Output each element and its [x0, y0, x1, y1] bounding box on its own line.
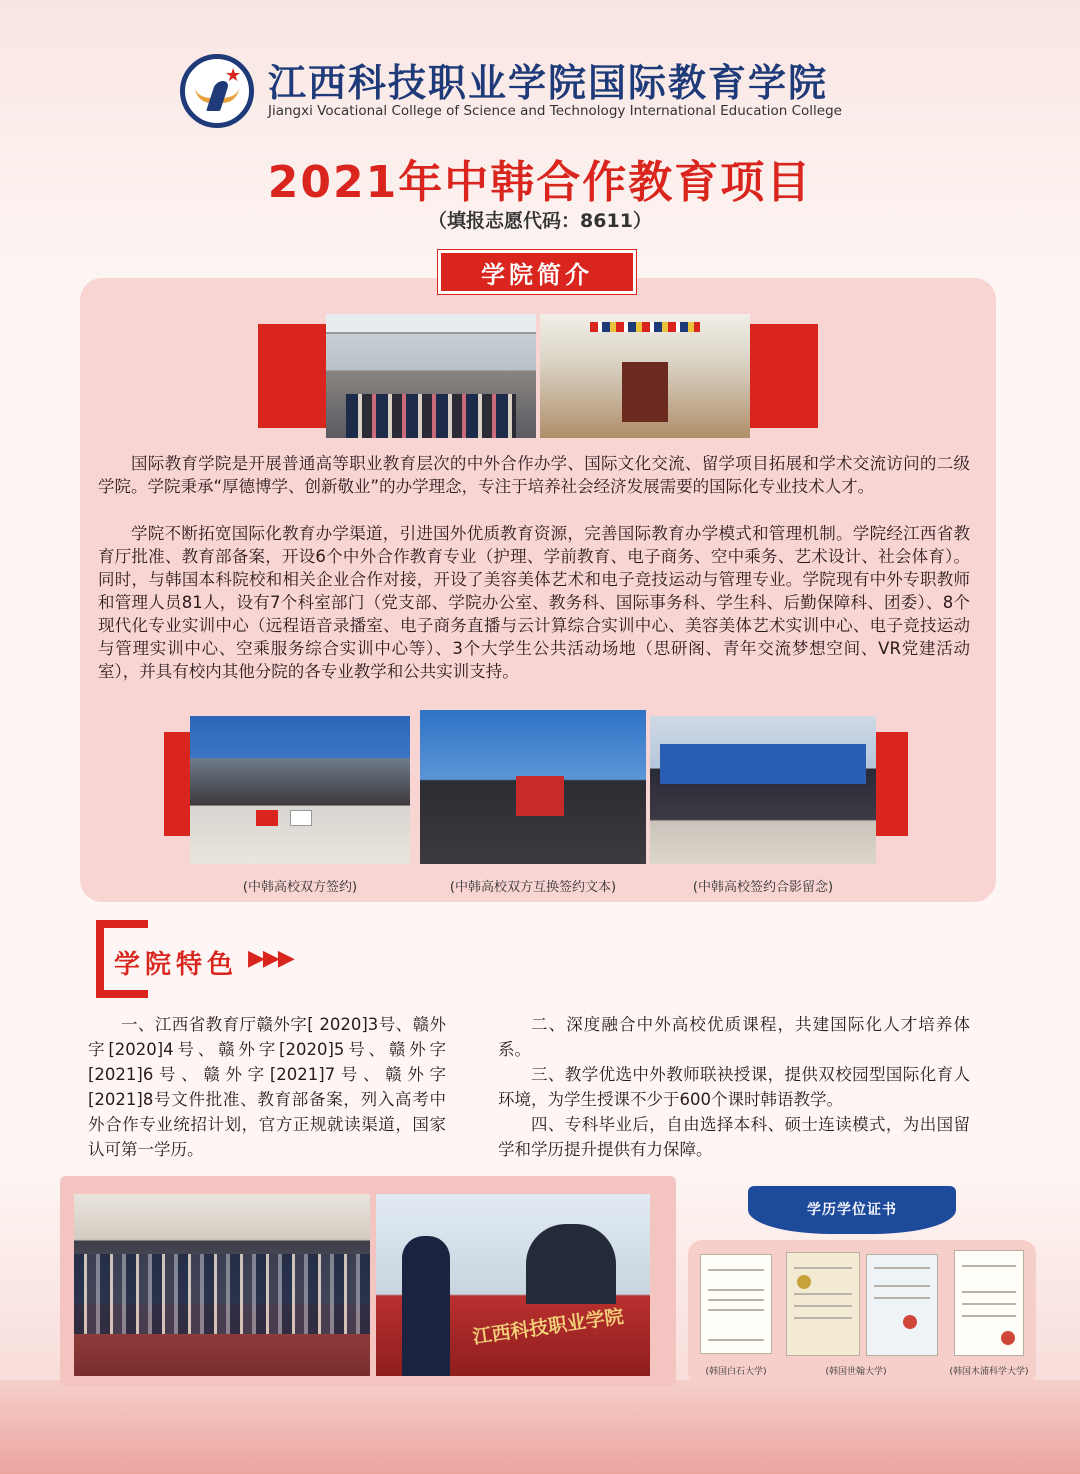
intro-section-tag: 学院简介 [438, 250, 636, 294]
arrows-icon: ▶▶▶ [248, 946, 293, 971]
feature-item-1: 一、江西省教育厅赣外字[ 2020]3号、赣外字[2020]4号、赣外字[2020]5号、赣外字[2021]6号、赣外字[2021]7号、赣外字[2021]8号文件批准、教育部备案，列入高考中外合作专业统招计划，官方正规就读渠道，国家认可第一学历。 [88, 1015, 446, 1159]
caption-signing: (中韩高校双方签约) [242, 880, 358, 895]
stage-banner-text: 江西科技职业学院 [471, 1305, 626, 1349]
hall-door [622, 362, 668, 422]
photo-group-commemoration [650, 716, 876, 864]
page-title: 2021年中韩合作教育项目 [267, 157, 813, 208]
certificate-baekseok [700, 1254, 772, 1354]
decor-red-block-left [258, 324, 332, 428]
building-sign [326, 314, 536, 334]
feature-item-3: 三、教学优选中外教师联袂授课，提供双校园型国际化育人环境，为学生授课不少于600个课时韩语教学。 [498, 1065, 970, 1109]
feature-item-4: 四、专科毕业后，自由选择本科、硕士连读模式，为出国留学和学历提升提供有力保障。 [498, 1115, 970, 1159]
college-name-cn: 江西科技职业学院国际教育学院 [268, 61, 829, 105]
certificate-sehan-2 [866, 1254, 938, 1356]
photo-exhibition-hall [540, 314, 750, 438]
ceremony-banner [660, 744, 866, 784]
hall-flags [590, 322, 700, 332]
korea-flag-icon [290, 810, 312, 826]
photo-signing-ceremony [190, 716, 410, 864]
photo-assembly [74, 1194, 370, 1376]
speaker-figure [402, 1236, 450, 1376]
background-bottom-band [0, 1380, 1080, 1474]
photo-exchange-documents [420, 710, 646, 864]
college-name-en: Jiangxi Vocational College of Science and Technology International Education College [268, 103, 842, 119]
intro-paragraph-1: 国际教育学院是开展普通高等职业教育层次的中外合作办学、国际文化交流、留学项目拓展和学术交流访问的二级学院。学院秉承“厚德博学、创新敬业”的办学理念，专注于培养社会经济发展需要的国际化专业技术人才。 [98, 454, 970, 496]
intro-paragraph-2: 学院不断拓宽国际化教育办学渠道，引进国外优质教育资源，完善国际教育办学模式和管理机制。学院经江西省教育厅批准、教育部备案，开设6个中外合作教育专业（护理、学前教育、电子商务、空中乘务、艺术设计、社会体育）。同时，与韩国本科院校和相关企业合作对接，开设了美容美体艺术和电子竞技运动与管理专业。学院现有中外专职教师和管理人员81人，设有7个科室部门（党支部、学院办公室、教务科、国际事务科、学生科、后勤保障科、团委）、8个现代化专业实训中心（远程语音录播室、电子商务直播与云计算综合实训中心、美容美体艺术实训中心、电子竞技运动与管理实训中心、空乘服务综合实训中心等）、3个大学生公共活动场地（思研阁、青年交流梦想空间、VR党建活动室），并具有校内其他分院的各专业教学和公共实训支持。 [98, 524, 970, 681]
college-logo [180, 54, 254, 128]
photo-stage-event [376, 1194, 650, 1376]
caption-group-photo: (中韩高校签约合影留念) [692, 880, 834, 895]
feature-item-2: 二、深度融合中外高校优质课程，共建国际化人才培养体系。 [498, 1015, 970, 1059]
caption-exchange: (中韩高校双方互换签约文本) [449, 880, 617, 895]
logo-star-icon: ★ [225, 65, 242, 86]
cert-caption-mokpo: (韩国木浦科学大学) [949, 1367, 1029, 1377]
signing-folder [516, 776, 564, 816]
certificate-sehan [786, 1252, 860, 1356]
photo-college-building [326, 314, 536, 438]
cert-caption-baekseok: (韩国白石大学) [705, 1367, 767, 1377]
certificate-mokpo [954, 1250, 1024, 1356]
photo-group-people [346, 394, 516, 438]
cert-caption-sehan: (韩国世翰大学) [825, 1367, 887, 1377]
assembly-crowd [74, 1254, 370, 1334]
features-section-tag: 学院特色 [114, 950, 239, 980]
application-code: （填报志愿代码：8611） [428, 210, 652, 232]
guest-figure [526, 1224, 616, 1304]
china-flag-icon [256, 810, 278, 826]
certificate-ribbon: 学历学位证书 [748, 1186, 956, 1234]
decor-red-block-right [744, 324, 818, 428]
